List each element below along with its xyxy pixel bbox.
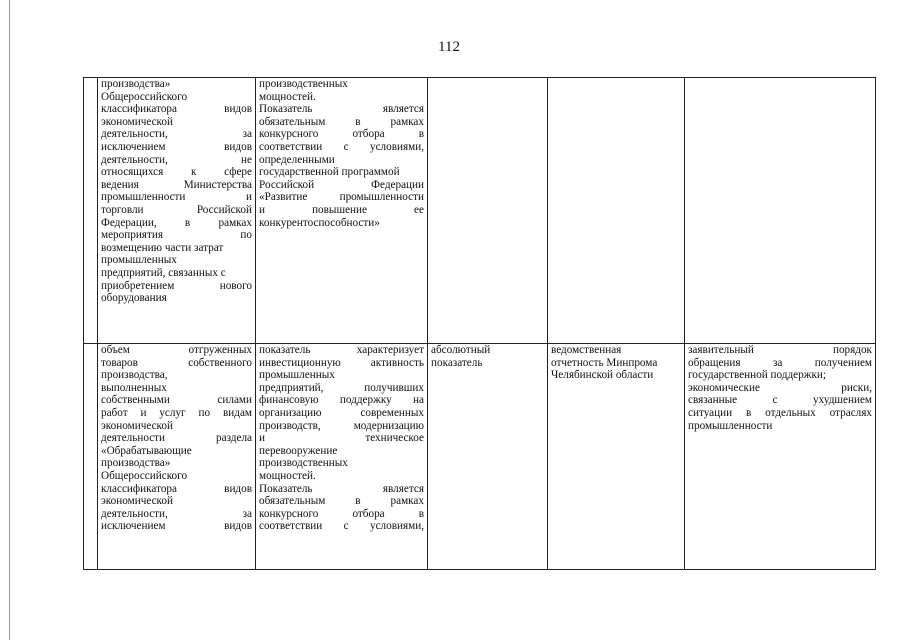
cell-text-line: мощностей.	[259, 469, 316, 482]
cell-text-line: деятельности, за	[101, 128, 252, 141]
row-number-cell	[84, 344, 98, 570]
cell-text-line: оборудования	[101, 292, 167, 305]
cell-text-line: государственной поддержки;	[688, 369, 826, 382]
cell-text-line: и техническое	[259, 432, 424, 445]
cell-text-line: инвестиционную активность	[259, 356, 424, 369]
cell-text-line: торговли Российской	[101, 203, 252, 216]
cell-text-line: промышленности и	[101, 191, 252, 204]
cell-text-line: производственных	[259, 78, 348, 90]
indicator-type-cell	[428, 78, 548, 344]
cell-text-line: экономической	[101, 495, 173, 508]
cell-text-line: конкурсного отбора в	[259, 507, 424, 520]
cell-text-line: конкурсного отбора в	[259, 128, 424, 141]
indicator-table	[83, 77, 876, 570]
cell-text-line: ведения Министерства	[101, 178, 252, 191]
row-number-cell	[84, 78, 98, 344]
cell-text-line: выполненных	[101, 381, 167, 394]
cell-text-line: «Обрабатывающие	[101, 444, 192, 457]
cell-text-line: производств, модернизацию	[259, 419, 424, 432]
cell-text-line: производства,	[101, 369, 168, 382]
cell-text-line: обращения за получением	[688, 356, 872, 369]
cell-text-line: деятельности, не	[101, 153, 252, 166]
cell-text-line: показатель характеризует	[259, 344, 424, 356]
page-number: 112	[438, 39, 460, 55]
cell-text-line: классификатора видов	[101, 103, 252, 116]
cell-text-line: производства»	[101, 78, 171, 90]
cell-text-line: товаров собственного	[101, 356, 252, 369]
risk-cell	[685, 78, 876, 344]
cell-text-line: Общероссийского	[101, 90, 188, 103]
cell-text-line: промышленных	[259, 369, 335, 382]
indicator-description-cell	[256, 78, 428, 344]
data-source-cell	[548, 78, 685, 344]
cell-text-line: относящихся к сфере	[101, 166, 252, 179]
cell-text-line: обязательным в рамках	[259, 115, 424, 128]
cell-text-line: исключением видов	[101, 140, 252, 153]
cell-text-line: классификатора видов	[101, 482, 252, 495]
cell-text-line: обязательным в рамках	[259, 495, 424, 508]
cell-text-line: предприятий, получивших	[259, 381, 424, 394]
cell-text-line: работ и услуг по видам	[101, 406, 252, 419]
indicator-name-cell	[98, 78, 256, 344]
cell-text-line: производственных	[259, 457, 348, 470]
cell-text-line: финансовую поддержку на	[259, 394, 424, 407]
data-source-cell	[548, 344, 685, 570]
table-row	[84, 344, 876, 570]
cell-text-line: промышленных	[101, 254, 177, 267]
cell-text-line: заявительный порядок	[688, 344, 872, 356]
cell-text-line: конкурентоспособности»	[259, 216, 380, 229]
cell-text-line: Показатель является	[259, 103, 424, 116]
cell-text-line: отчетность Минпрома	[551, 356, 658, 369]
cell-text-line: государственной программой	[259, 166, 400, 179]
cell-text-line: производства»	[101, 457, 171, 470]
indicator-type-cell	[428, 344, 548, 570]
cell-text-line: экономической	[101, 115, 173, 128]
cell-text-line: Российской Федерации	[259, 178, 424, 191]
cell-text-line: Показатель является	[259, 482, 424, 495]
cell-text-line: показатель	[431, 356, 483, 369]
cell-text-line: и повышение ее	[259, 203, 424, 216]
indicator-description-cell	[256, 344, 428, 570]
cell-text-line: организацию современных	[259, 406, 424, 419]
cell-text-line: ситуации в отдельных отраслях	[688, 406, 872, 419]
cell-text-line: абсолютный	[431, 344, 491, 356]
cell-text-line: Челябинской области	[551, 369, 654, 382]
cell-text-line: Федерации, в рамках	[101, 216, 252, 229]
cell-text-line: мощностей.	[259, 90, 316, 103]
cell-text-line: промышленности	[688, 419, 773, 432]
cell-text-line: перевооружение	[259, 444, 338, 457]
indicator-name-cell	[98, 344, 256, 570]
cell-text-line: экономические риски,	[688, 381, 872, 394]
cell-text-line: деятельности раздела	[101, 432, 252, 445]
cell-text-line: соответствии с условиями,	[259, 140, 424, 153]
cell-text-line: экономической	[101, 419, 173, 432]
cell-text-line: собственными силами	[101, 394, 252, 407]
cell-text-line: предприятий, связанных с	[101, 266, 226, 279]
cell-text-line: «Развитие промышленности	[259, 191, 424, 204]
risk-cell	[685, 344, 876, 570]
table-row	[84, 78, 876, 344]
cell-text-line: Общероссийского	[101, 469, 188, 482]
cell-text-line: объем отгруженных	[101, 344, 252, 356]
scan-edge-line	[9, 0, 10, 640]
cell-text-line: приобретением нового	[101, 279, 252, 292]
cell-text-line: мероприятия по	[101, 229, 252, 242]
cell-text-line: соответствии с условиями,	[259, 520, 424, 533]
cell-text-line: связанные с ухудшением	[688, 394, 872, 407]
cell-text-line: ведомственная	[551, 344, 622, 356]
cell-text-line: возмещению части затрат	[101, 241, 224, 254]
cell-text-line: деятельности, за	[101, 507, 252, 520]
cell-text-line: определенными	[259, 153, 335, 166]
cell-text-line: исключением видов	[101, 520, 252, 533]
